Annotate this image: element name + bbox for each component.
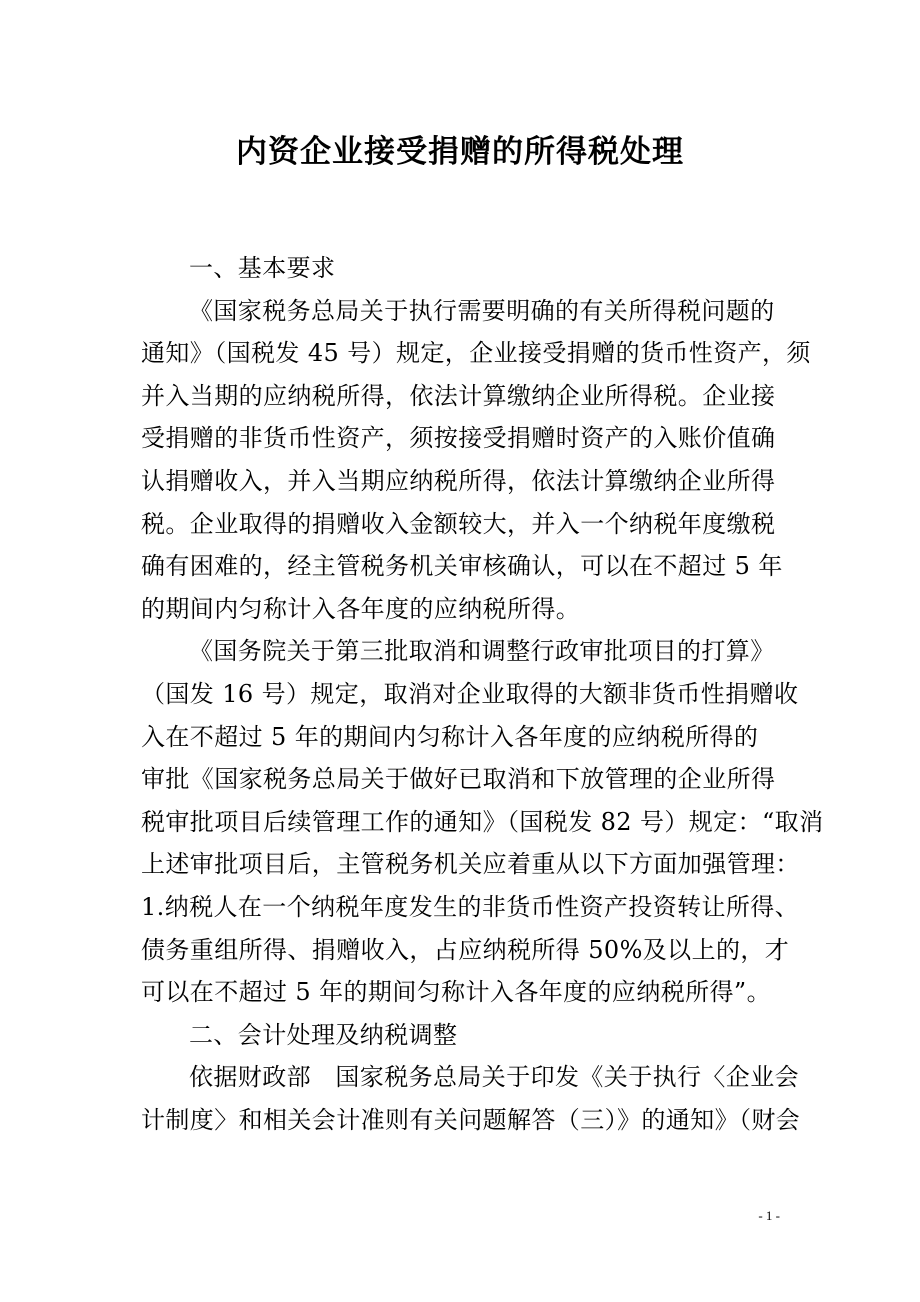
paragraph-line: 的期间内匀称计入各年度的应纳税所得。 [141,594,581,623]
paragraph-line: 《国家税务总局关于执行需要明确的有关所得税问题的 [189,296,775,325]
paragraph-line: 1.纳税人在一个纳税年度发生的非货币性资产投资转让所得、 [141,892,800,921]
paragraph-line: 《国务院关于第三批取消和调整行政审批项目的打算》 [189,637,775,666]
paragraph-line: 认捐赠收入，并入当期应纳税所得，依法计算缴纳企业所得 [141,466,776,495]
document-title: 内资企业接受捐赠的所得税处理 [236,134,684,170]
paragraph-line: 计制度〉和相关会计准则有关问题解答（三）》的通知》（财会 [141,1105,801,1134]
paragraph-line: 并入当期的应纳税所得，依法计算缴纳企业所得税。企业接 [141,381,776,410]
section-heading-accounting: 二、会计处理及纳税调整 [189,1020,458,1049]
page-number: - 1 - [758,1208,780,1223]
paragraph-line: 债务重组所得、捐赠收入，占应纳税所得 50%及以上的，才 [141,935,790,964]
paragraph-line: 税审批项目后续管理工作的通知》（国税发 82 号）规定：“取消 [141,807,824,836]
paragraph-line: 税。企业取得的捐赠收入金额较大，并入一个纳税年度缴税 [141,509,776,538]
paragraph-line: 确有困难的，经主管税务机关审核确认，可以在不超过 5 年 [141,552,783,581]
paragraph-line: 可以在不超过 5 年的期间匀称计入各年度的应纳税所得”。 [141,978,771,1007]
document-body [141,247,824,1141]
paragraph-line: 上述审批项目后，主管税务机关应着重从以下方面加强管理： [141,850,800,879]
section-heading-basic-requirements: 一、基本要求 [189,254,336,282]
paragraph-line: 受捐赠的非货币性资产，须按接受捐赠时资产的入账价值确 [141,424,776,453]
paragraph-line: （国发 16 号）规定，取消对企业取得的大额非货币性捐赠收 [141,679,799,708]
paragraph-line: 入在不超过 5 年的期间内匀称计入各年度的应纳税所得的 [141,722,759,751]
paragraph-line: 依据财政部 国家税务总局关于印发《关于执行〈企业会 [189,1063,799,1092]
paragraph-line: 通知》（国税发 45 号）规定，企业接受捐赠的货币性资产，须 [141,339,811,368]
paragraph-line: 审批《国家税务总局关于做好已取消和下放管理的企业所得 [141,765,776,794]
